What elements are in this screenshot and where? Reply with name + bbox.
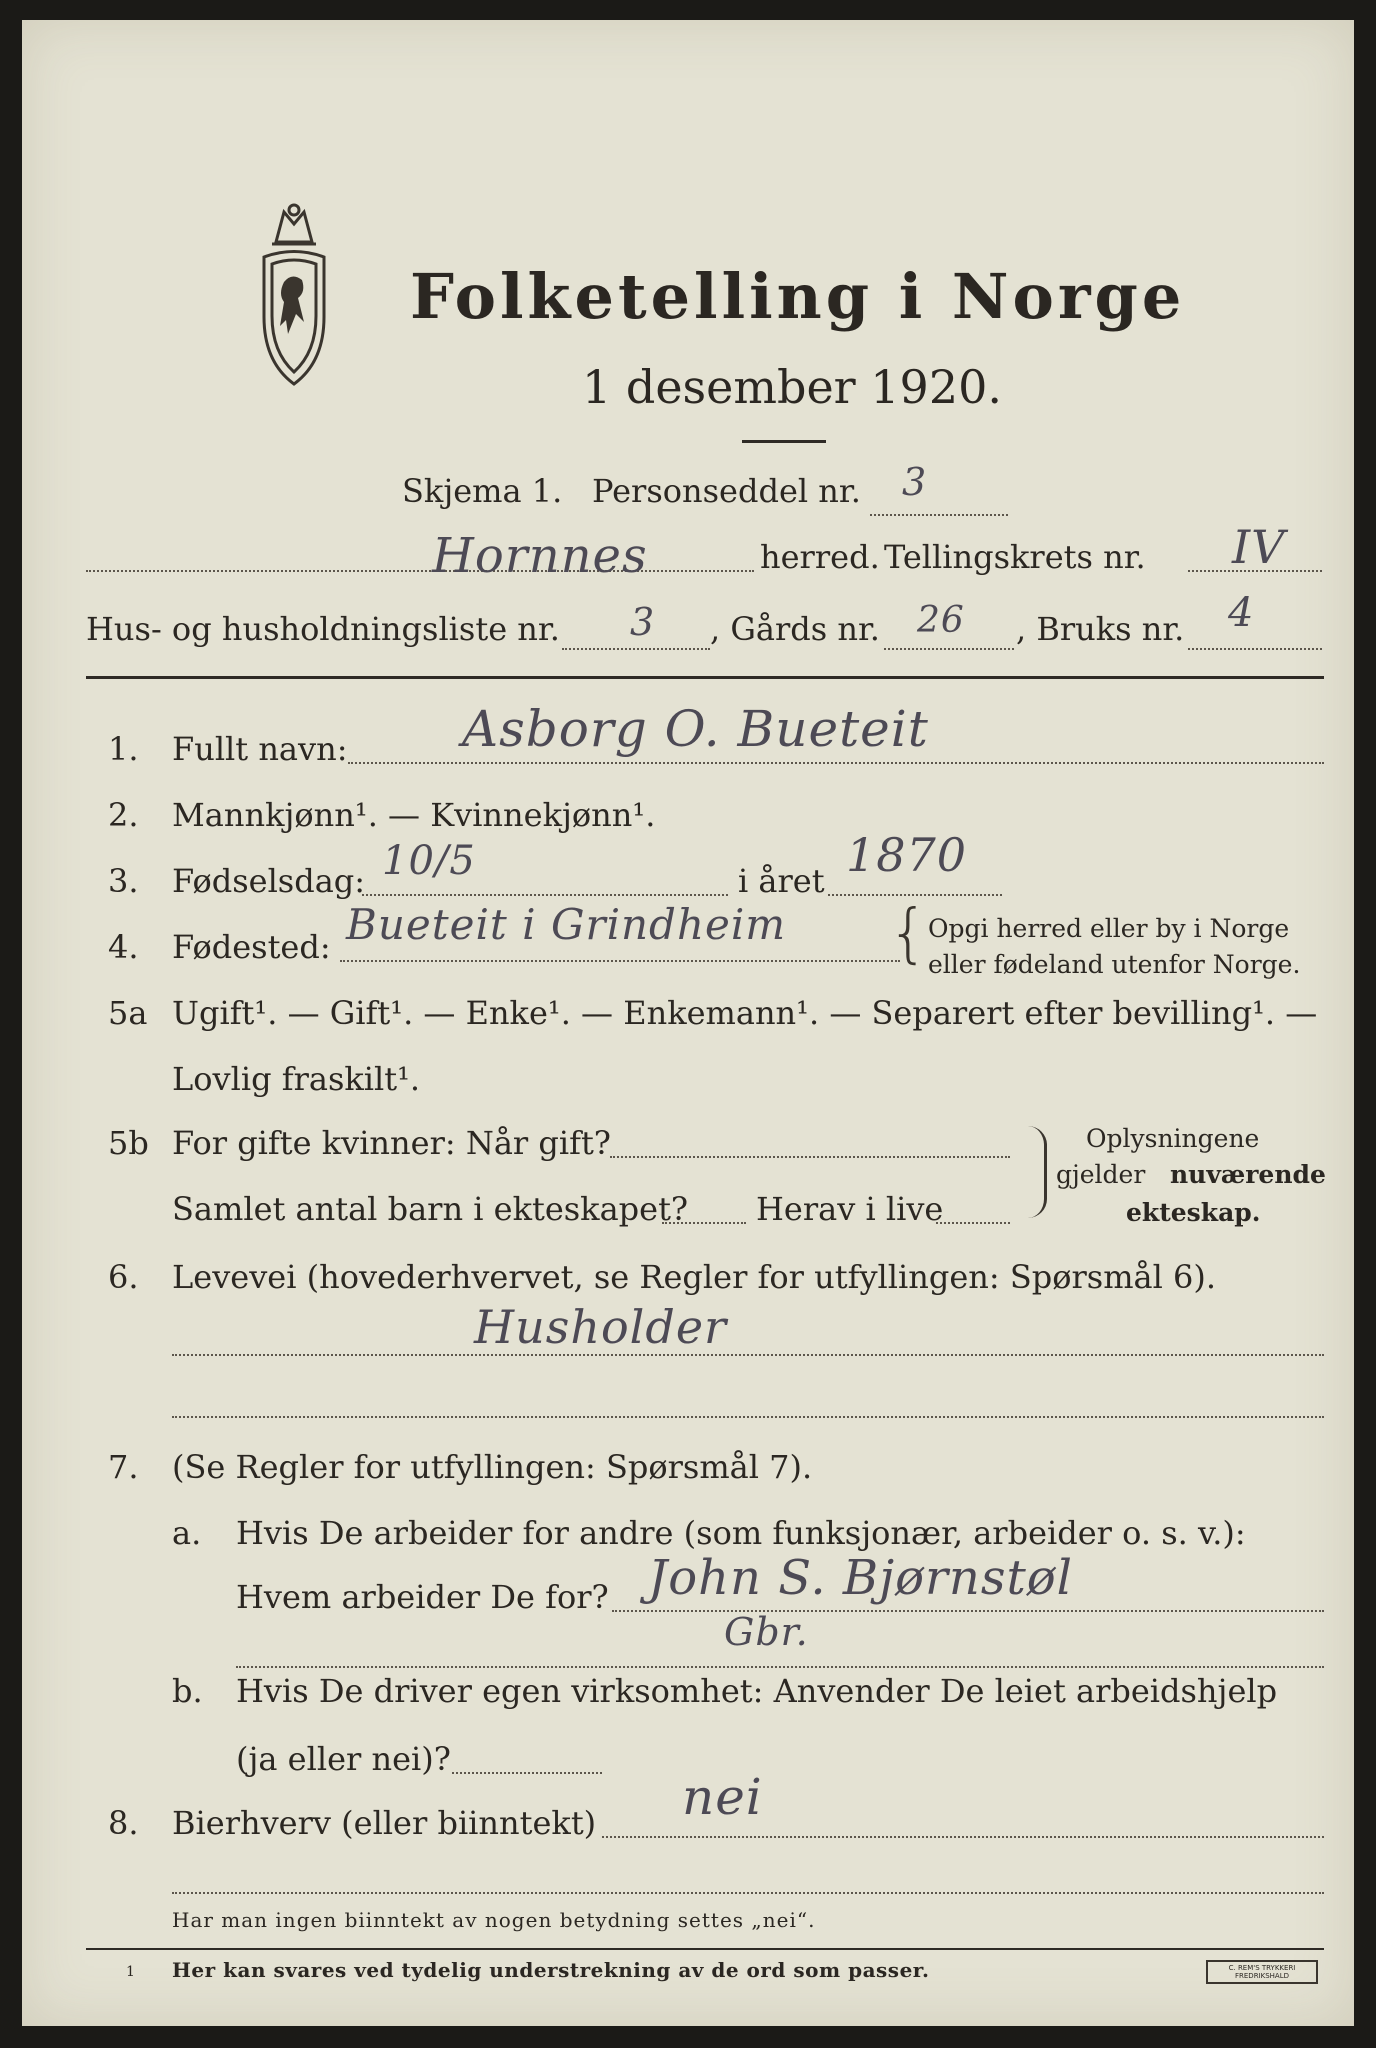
personseddel-label: Personseddel nr.	[592, 472, 861, 510]
q7a-value1: John S. Bjørnstøl	[648, 1550, 1073, 1606]
tellingskrets-label: Tellingskrets nr.	[884, 538, 1146, 576]
q3-number: 3.	[108, 862, 139, 900]
q1-number: 1.	[108, 730, 139, 768]
printer-stamp: C. REM'S TRYKKERI FREDRIKSHALD	[1206, 1960, 1318, 1984]
q6-value: Husholder	[474, 1300, 728, 1354]
q6-number: 6.	[108, 1258, 139, 1296]
form-title: Folketelling i Norge	[410, 260, 1186, 333]
q8-number: 8.	[108, 1804, 139, 1842]
q7b-number: b.	[172, 1672, 203, 1710]
q4-number: 4.	[108, 928, 139, 966]
q4-brace: {	[888, 897, 929, 971]
footnote-text: Her kan svares ved tydelig understrekning av de ord som passer.	[172, 1958, 930, 1982]
tellingskrets-value: IV	[1232, 520, 1286, 574]
q7-label: (Se Regler for utfyllingen: Spørsmål 7).	[172, 1448, 813, 1486]
q6-label: Levevei (hovederhvervet, se Regler for utfyllingen: Spørsmål 6).	[172, 1258, 1217, 1296]
schema-label: Skjema 1.	[402, 472, 563, 510]
footnote-mark: 1	[126, 1964, 135, 1980]
q7-number: 7.	[108, 1448, 139, 1486]
q7b-line1: Hvis De driver egen virksomhet: Anvender De leiet arbeidshjelp	[236, 1672, 1278, 1710]
q2-label: Mannkjønn¹. — Kvinnekjønn¹.	[172, 796, 656, 834]
q4-label: Fødested:	[172, 928, 331, 966]
census-form	[22, 20, 1354, 2026]
q1-value: Asborg O. Bueteit	[462, 700, 929, 758]
q1-label: Fullt navn:	[172, 730, 348, 768]
q8-value: nei	[682, 1768, 763, 1826]
q5a-number: 5a	[108, 994, 148, 1032]
q7a-line2: Hvem arbeider De for?	[236, 1578, 609, 1616]
q5b-note-line2a: gjelder	[1056, 1160, 1146, 1189]
footer-divider	[86, 1948, 1324, 1950]
title-divider	[742, 440, 826, 443]
footer-note: Har man ingen biinntekt av nogen betydning settes „nei“.	[172, 1908, 816, 1932]
coat-of-arms-icon	[244, 202, 344, 392]
q7a-number: a.	[172, 1514, 202, 1552]
q5b-line2b: Herav i live	[756, 1190, 944, 1228]
bruks-value: 4	[1228, 590, 1255, 636]
gards-label: , Gårds nr.	[710, 610, 880, 648]
q4-value: Bueteit i Grindheim	[346, 900, 787, 949]
q7b-line2: (ja eller nei)?	[236, 1740, 451, 1778]
q5a-line2: Lovlig fraskilt¹.	[172, 1060, 421, 1098]
household-label: Hus- og husholdningsliste nr.	[86, 610, 560, 648]
q3-year-label: i året	[738, 862, 825, 900]
herred-value: Hornnes	[432, 528, 648, 584]
q5b-line2a: Samlet antal barn i ekteskapet?	[172, 1190, 689, 1228]
q5b-note-line1: Oplysningene	[1086, 1124, 1260, 1153]
gards-value: 26	[917, 600, 965, 641]
bruks-label: , Bruks nr.	[1016, 610, 1185, 648]
q4-note-line1: Opgi herred eller by i Norge	[928, 914, 1290, 943]
q3-label: Fødselsdag:	[172, 862, 366, 900]
household-value: 3	[630, 600, 656, 644]
q5b-note-line3: ekteskap.	[1126, 1198, 1261, 1227]
header-divider	[86, 676, 1324, 679]
q3-year-value: 1870	[846, 828, 968, 882]
q7a-line1: Hvis De arbeider for andre (som funksjonær, arbeider o. s. v.):	[236, 1514, 1246, 1552]
q3-value: 10/5	[382, 838, 476, 884]
q5b-note-line2b: nuværende	[1170, 1160, 1326, 1189]
census-date: 1 desember 1920.	[582, 360, 1002, 414]
q5b-line1: For gifte kvinner: Når gift?	[172, 1124, 611, 1162]
personseddel-value: 3	[902, 460, 928, 504]
q5b-bracket	[1028, 1126, 1047, 1218]
q7a-value2: Gbr.	[724, 1610, 809, 1654]
q5a-line1: Ugift¹. — Gift¹. — Enke¹. — Enkemann¹. — Separert efter bevilling¹. —	[172, 994, 1318, 1032]
q5b-number: 5b	[108, 1124, 149, 1162]
herred-label: herred.	[760, 538, 880, 576]
q8-label: Bierhverv (eller biinntekt)	[172, 1804, 597, 1842]
q4-note-line2: eller fødeland utenfor Norge.	[928, 950, 1301, 979]
q2-number: 2.	[108, 796, 139, 834]
